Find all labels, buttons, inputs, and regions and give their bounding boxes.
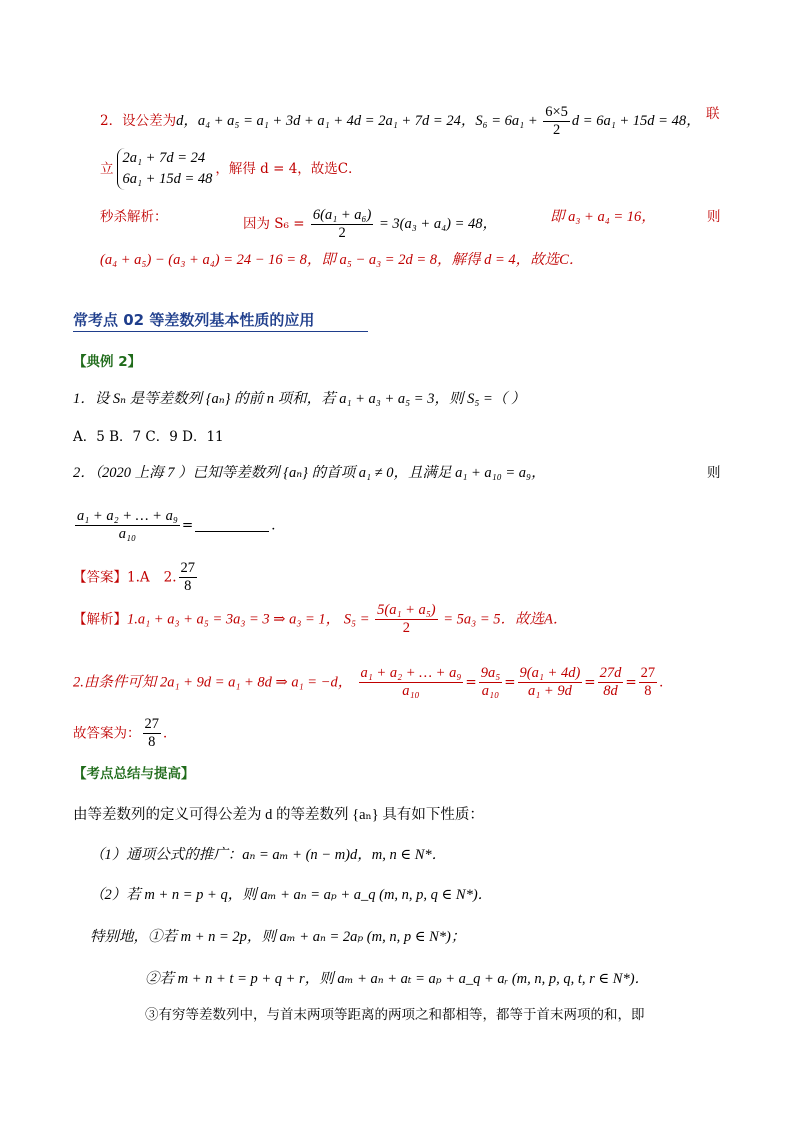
property-3: 特别地，①若 m + n = 2p，则 aₘ + aₙ = 2aₚ (m, n, p ∈ N*)； [90, 929, 466, 945]
summary-title: 【考点总结与提高】 [73, 766, 195, 782]
answer-fraction: $\frac{27}{8}$ [180, 560, 196, 594]
question-2-fraction: $\frac{\text{a₁ + a₂ + … + a₉}}{\text{a₁₀}}$ [77, 508, 178, 542]
analysis-line-2: 2.由条件可知 2a₁ + 9d = a₁ + 8d ⇒ a₁ = −d， $\frac{\text{a₁ + a₂ + … + a₉}}{\text{a₁₀}}$ = $\frac{\text{9a₅}}{\text{a₁₀}}$ = $\frac{\text{9(a₁ + 4d)}}{\text{a₁ + 9d}}$ = $\frac{27d}{8d}$ = $\frac{27}{8}$ ． [73, 665, 673, 699]
property-4: ②若 m + n + t = p + q + r，则 aₘ + aₙ + aₜ = aₚ + a_q + aᵣ (m, n, p, q, t, r ∈ N*)． [145, 971, 650, 987]
analysis-line-1: 【解析】1.a₁ + a₃ + a₅ = 3a₃ = 3 ⇒ a₃ = 1， S₅ = $\frac{\text{5(a₁ + a₅)}}{2}$ = 5a₃ = 5．故选A． [73, 602, 568, 636]
question-2: 2．（2020 上海 7 ）已知等差数列 {aₙ} 的首项 a₁ ≠ 0，且满足 a₁ + a₁₀ = a₉， [73, 465, 546, 481]
final-answer-line: 故答案为： $\frac{27}{8}$ ． [73, 716, 177, 750]
question-1-options: A．5 B．7 C．9 D．11 [73, 429, 224, 445]
analysis-fraction-27-8: $\frac{27}{8}$ [640, 665, 656, 699]
quick-solution-label: 秒杀解析： [100, 209, 168, 225]
analysis-fraction-1: $\frac{\text{5(a₁ + a₅)}}{2}$ [377, 602, 436, 636]
analysis-fraction-27d-8d: $\frac{27d}{8d}$ [599, 665, 622, 699]
property-1: （1）通项公式的推广：aₙ = aₘ + (n − m)d，m, n ∈ N*． [90, 847, 447, 863]
answer-line: 【答案】1.A 2. $\frac{27}{8}$ [73, 560, 196, 594]
quick-then: 即 a₃ + a₄ = 16， [550, 209, 656, 225]
fraction-6x5-over-2: $\frac{6\times 5}{2}$ [545, 104, 568, 138]
solution-result: ，解得 d = 4，故选C． [215, 161, 362, 177]
solution-line-2 [100, 148, 362, 190]
section-heading: 常考点 02 等差数列基本性质的应用 [73, 311, 315, 329]
fraction-6-a1-a6: $\frac{\text{6(a₁ + a₆)}}{2}$ [312, 207, 372, 241]
solution-math-1b: d = 6a₁ + 15d = 48， [571, 113, 701, 129]
analysis-fraction-9a5: $\frac{\text{9a₅}}{\text{a₁₀}}$ [480, 665, 501, 699]
answer-blank [195, 531, 269, 532]
solution-math-1: d，a₄ + a₅ = a₁ + 3d + a₁ + 4d = 2a₁ + 7d = 24，S₆ = 6a₁ + [176, 113, 542, 129]
solution-line-4: (a₄ + a₅) − (a₃ + a₄) = 24 − 16 = 8，即 a₅ − a₃ = 2d = 8，解得 d = 4，故选C． [100, 252, 584, 268]
example-title: 【典例 2】 [73, 354, 142, 370]
question-2-fraction-line: $\frac{\text{a₁ + a₂ + … + a₉}}{\text{a₁₀}}$ = ． [77, 508, 285, 542]
analysis-fraction-9a1-4d: $\frac{\text{9(a₁ + 4d)}}{\text{a₁ + 9d}}$ [519, 665, 581, 699]
final-answer-fraction: $\frac{27}{8}$ [144, 716, 159, 750]
lian-li-char: 立 [100, 161, 114, 177]
property-5: ③有穷等差数列中，与首末两项等距离的两项之和都相等，都等于首末两项的和，即 [145, 1007, 645, 1023]
question-1: 1．设 Sₙ 是等差数列 {aₙ} 的前 n 项和，若 a₁ + a₃ + a₅ = 3，则 S₅ =（ ） [73, 391, 526, 407]
question-2-ze: 则 [707, 465, 721, 481]
solution-prefix: 2．设公差为 [100, 113, 177, 129]
quick-ze: 则 [707, 209, 721, 225]
lian-char: 联 [706, 106, 720, 122]
property-2: （2）若 m + n = p + q，则 aₘ + aₙ = aₚ + a_q (m, n, p, q ∈ N*)． [90, 887, 493, 903]
analysis-fraction-sum: $\frac{\text{a₁ + a₂ + … + a₉}}{\text{a₁₀}}$ [360, 665, 462, 699]
heading-underline [73, 331, 368, 332]
equation-system: 2a₁ + 7d = 24 6a₁ + 15d = 48 [117, 148, 213, 190]
quick-solution-body: 因为 S₆ = $\frac{\text{6(a₁ + a₆)}}{2}$ = 3(a₃ + a₄) = 48， [243, 207, 497, 241]
summary-intro: 由等差数列的定义可得公差为 d 的等差数列 {aₙ} 具有如下性质： [73, 807, 484, 823]
solution-line-1 [100, 104, 701, 139]
